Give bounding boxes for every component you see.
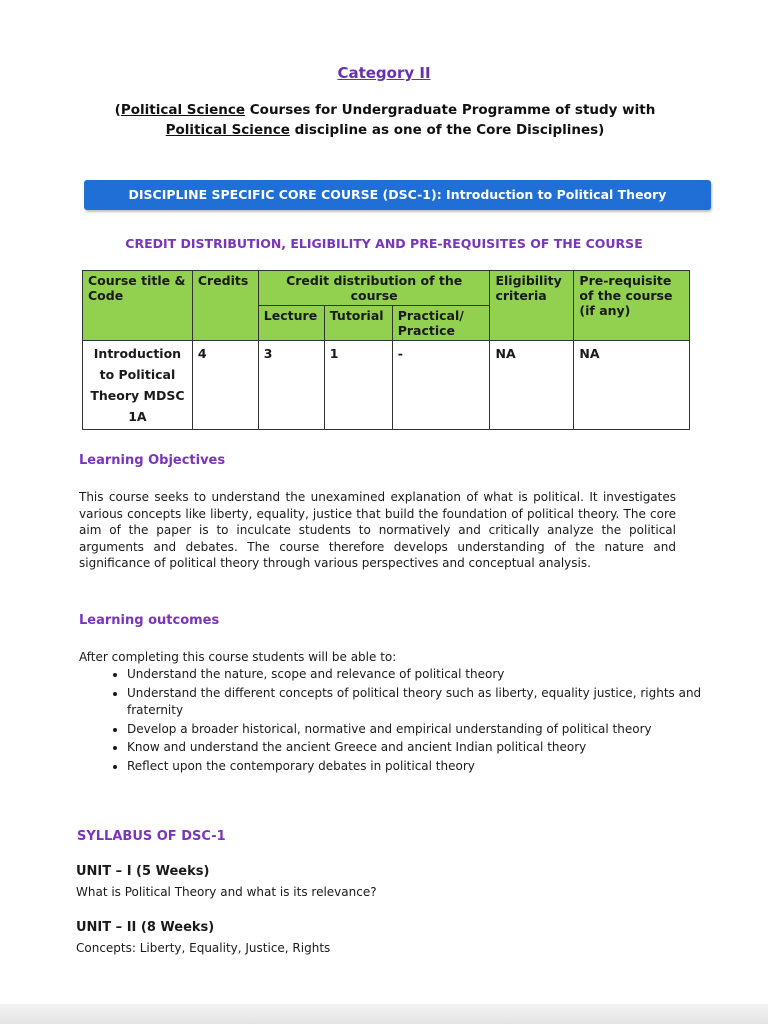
- unit-2-description: Concepts: Liberty, Equality, Justice, Rights: [76, 941, 331, 955]
- header-practical: Practical/ Practice: [392, 306, 490, 341]
- subheading-open-paren: (: [114, 102, 121, 118]
- header-course-title: Course title & Code: [83, 271, 193, 341]
- table-row: [83, 341, 690, 430]
- unit-2-title: UNIT – II (8 Weeks): [76, 920, 215, 935]
- list-item: • Know and understand the ancient Greece and ancient Indian political theory: [127, 739, 707, 756]
- page-bottom-edge: [0, 1004, 768, 1024]
- cell-lecture: 3: [258, 341, 324, 430]
- cell-credits: 4: [192, 341, 258, 430]
- header-eligibility: Eligibility criteria: [490, 271, 574, 341]
- subheading-rest-2: discipline as one of the Core Disciplines): [289, 122, 605, 138]
- programme-subheading: [90, 100, 680, 140]
- list-item: • Understand the nature, scope and relevance of political theory: [127, 666, 707, 683]
- dsc-course-banner: DISCIPLINE SPECIFIC CORE COURSE (DSC-1): Introduction to Political Theory: [84, 180, 711, 210]
- header-lecture: Lecture: [258, 306, 324, 341]
- header-credits: Credits: [192, 271, 258, 341]
- cell-prerequisite: NA: [574, 341, 690, 430]
- syllabus-title: SYLLABUS OF DSC-1: [77, 829, 226, 844]
- learning-outcomes-title: Learning outcomes: [79, 613, 220, 628]
- credit-distribution-heading: CREDIT DISTRIBUTION, ELIGIBILITY AND PRE-REQUISITES OF THE COURSE: [125, 236, 643, 251]
- credit-distribution-table: [82, 270, 690, 430]
- unit-1-title: UNIT – I (5 Weeks): [76, 864, 210, 879]
- header-tutorial: Tutorial: [324, 306, 392, 341]
- list-item: • Develop a broader historical, normative and empirical understanding of political theory: [127, 721, 707, 738]
- category-heading: Category II: [337, 64, 431, 82]
- cell-tutorial: 1: [324, 341, 392, 430]
- list-item: • Understand the different concepts of political theory such as liberty, equality justice, rights and fraternity: [127, 685, 707, 719]
- list-item: • Reflect upon the contemporary debates in political theory: [127, 758, 707, 775]
- header-credit-distribution: Credit distribution of the course: [258, 271, 490, 306]
- unit-1-description: What is Political Theory and what is its relevance?: [76, 885, 377, 899]
- cell-course-title: Introduction to Political Theory MDSC 1A: [83, 341, 193, 430]
- subheading-rest-1: Courses for Undergraduate Programme of study with: [245, 102, 656, 118]
- subheading-underlined-1: Political Science: [120, 102, 246, 118]
- cell-practical: -: [392, 341, 490, 430]
- outcomes-intro: After completing this course students will be able to:: [79, 650, 397, 664]
- table-header-row: [83, 271, 690, 306]
- cell-eligibility: NA: [490, 341, 574, 430]
- subheading-underlined-2: Political Science: [165, 122, 290, 138]
- learning-objectives-text: This course seeks to understand the unexamined explanation of what is political. It investigates various concepts like liberty, equality, justice that build the foundation of political theory. The core aim of the paper is to inculcate students to normatively and critically analyze the political arguments and debates. The course therefore develops understanding of the nature and significance of political theory through various perspectives and conceptual analysis.: [79, 490, 676, 570]
- header-prerequisite: Pre-requisite of the course (if any): [574, 271, 690, 341]
- learning-objectives-title: Learning Objectives: [79, 453, 226, 468]
- outcomes-list: [103, 666, 707, 777]
